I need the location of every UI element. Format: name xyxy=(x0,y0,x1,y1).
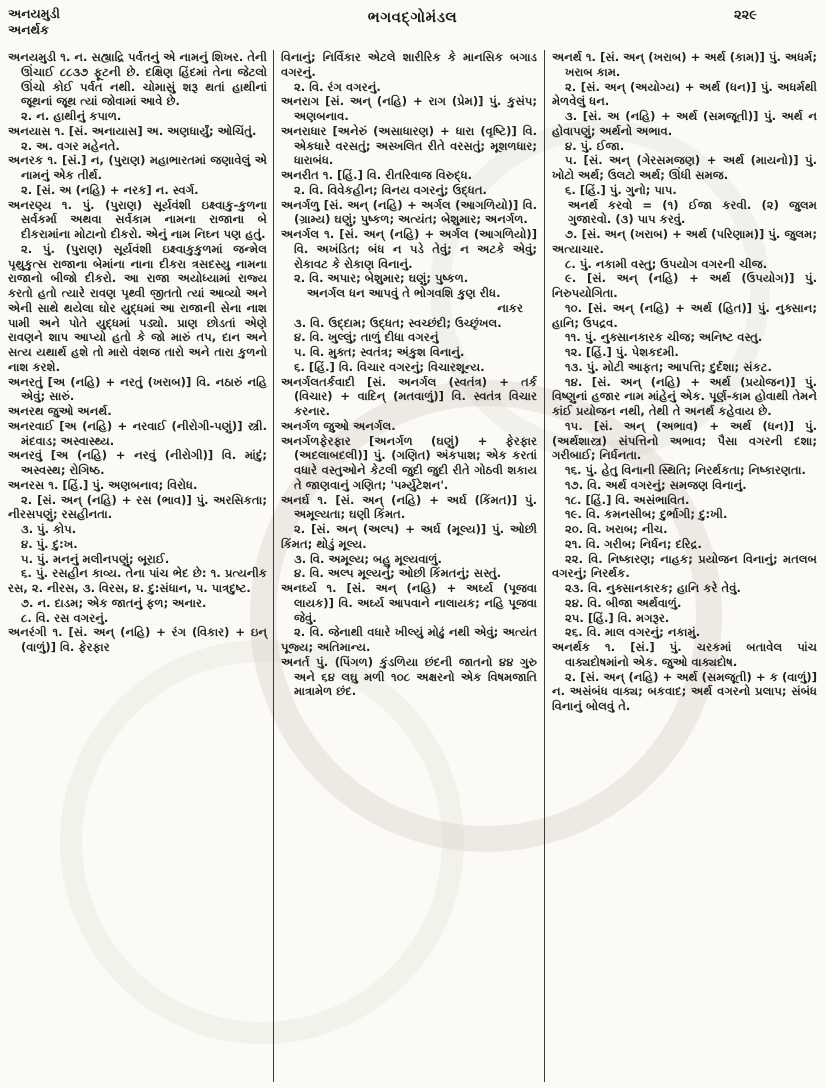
dictionary-line: ૬. [હિં.] વિ. વિચાર વગરનું; વિચારશૂન્ય. xyxy=(294,359,485,374)
dictionary-entry: અનર્ત પું. (પિંગળ) કુંડળિયા છંદની જાતનો ૪૪ ગુરુ અને ૬૪ લઘુ મળી ૧૦૮ અક્ષરનો એક વિષમજાતિ માત્રામેળ છંદ. xyxy=(281,654,537,699)
dictionary-line: ૨૩. વિ. નુક્સાનકારક; હાનિ કરે તેવું. xyxy=(565,581,741,595)
dictionary-entry: અનર્ગળુ [સં. અન્ (નહિ) + અર્ગલ (આગળિયો)] વિ. (ગ્રામ્ય) ઘણું; પુષ્કળ; અત્યંત; બેશુમાર; અનર્ગળ. xyxy=(281,197,537,227)
dictionary-entry: અનર્થ ૧. [સં. અન્ (ખરાબ) + અર્થ (કામ)] પું. અધર્મ; ખરાબ કામ. xyxy=(552,50,817,79)
dictionary-entry: અનર્ઘ્ય ૧. [સં. અન્ (નહિ) + અર્ઘ્ય (પૂજવા લાયક)] વિ. અર્ઘ્ય આપવાને નાલાયક; નહિ પૂજવા જેવું. xyxy=(281,581,537,625)
dictionary-entry: અનરાગ [સં. અન્ (નહિ) + રાગ (પ્રેમ)] પું. કુસંપ; અણબનાવ. xyxy=(281,94,537,123)
dictionary-line: ૧૭. વિ. અર્થ વગરનું; સમજણ વિનાનું. xyxy=(565,477,747,492)
quote-attribution: નાકર xyxy=(497,300,523,315)
dictionary-line: ૪. વિ. અલ્પ મૂલ્યનું; ઓછી કિંમતનું; સસ્તું. xyxy=(294,566,502,581)
dictionary-line: ૩. [સં. અ (નહિ) + અર્થ (સમજૂતી)] પું. અર્થ ન હોવાપણું; અર્થનો અભાવ. xyxy=(552,109,817,138)
dictionary-line: ૨. [સં. અન્ (અયોગ્ય) + અર્થ (ધન)] પું. અધર્મથી મેળવેલું ધન. xyxy=(552,79,817,109)
dictionary-line: ૨૧. વિ. ગરીબ; નિર્ધન; દરિદ્ર. xyxy=(565,536,702,551)
dictionary-line: ૧૧. પું. નુક્સાનકારક ચીજ; અનિષ્ટ વસ્તુ. xyxy=(565,330,763,345)
column-middle xyxy=(273,50,545,1082)
dictionary-line: ૨૦. વિ. ખરાબ; નીચ. xyxy=(565,522,668,536)
dictionary-line: ૯. [સં. અન્ (નહિ) + અર્થ (ઉપયોગ)] પું. નિરુપયોગિતા. xyxy=(552,271,817,300)
dictionary-line: ૧૦. [સં. અન્ (નહિ) + અર્થ (હિત)] પું. નુક્સાન; હાનિ; ઉપદ્રવ. xyxy=(552,300,817,330)
dictionary-entry: અનરંગી ૧. [સં. અન્ (નહિ) + રંગ (વિકાર) + ઇન્ (વાળું)] વિ. ફેરફાર xyxy=(8,625,267,654)
dictionary-line: ૧૩. પું. મોટી આફત; આપત્તિ; દુર્દશા; સંકટ. xyxy=(565,359,772,374)
dictionary-line: ૫. પું. મનનું મલીનપણું; બૂરાઈ. xyxy=(21,551,170,566)
dictionary-line: ૨. વિ. રંગ વગરનું. xyxy=(294,79,381,94)
dictionary-line: ૪. પું. ઈજા. xyxy=(565,138,625,153)
dictionary-entry: અનરણ્ય ૧. પું. (પુરાણ) સૂર્યવંશી ઇક્ષ્વાકુ-કુળના સર્વકર્મા અથવા સર્વકામ નામના રાજાના બે દીકરામાંના મોટાનો દીકરો. એનું નામ નિઘ્ન પણ હતું. xyxy=(8,197,267,241)
dictionary-line: ૧૯. વિ. કમનસીબ; દુર્ભાગી; દુ:ખી. xyxy=(565,507,728,522)
column-left xyxy=(8,50,273,1082)
dictionary-line: ૧૪. [સં. અન્ (નહિ) + અર્થ (પ્રયોજન)] પું. વિષ્ણુનાં હજાર નામ માંહેનું એક. પૂર્ણ-કામ હોવાથી તેમને કાંઈ પ્રયોજન નથી, તેથી તે અનર્થ કહેવાય છે. xyxy=(552,374,817,418)
dictionary-line: ૩. વિ. ઉદ્દામ; ઉદ્ધત; સ્વચ્છંદી; ઉચ્છૃંખલ. xyxy=(294,315,502,330)
dictionary-line: ૧૬. પું. હેતુ વિનાની સ્થિતિ; નિરર્થકતા; નિષ્કારણતા. xyxy=(565,463,806,477)
dictionary-line: ૨. [સં. અન્ (અલ્પ) + અર્ઘ (મૂલ્ય)] પું. ઓછી કિંમત; થોડું મૂલ્ય. xyxy=(281,522,537,551)
column-right xyxy=(545,50,817,1082)
dictionary-entry: અનરવું [અ (નહિ) + નરવું (નીરોગી)] વિ. માંદું; અસ્વસ્થ; રોગિષ્ઠ. xyxy=(8,448,267,477)
dictionary-entry: અનર્ગળ જુઓ અનર્ગલ. xyxy=(281,418,396,433)
book-title: ભગવદ્ગોમંડલ xyxy=(367,8,458,26)
dictionary-line: ૨. વિ. અપાર; બેશુમાર; ઘણું; પુષ્કળ. xyxy=(294,271,469,286)
dictionary-line: ૨. વિ. જેનાથી વધારે ખીલ્યું મોઢું નથી એવું; અત્યંત પૂજ્ય; અતિમાન્ય. xyxy=(281,625,537,654)
dictionary-line: ૫. વિ. મુક્ત; સ્વતંત્ર; અંકુશ વિનાનું. xyxy=(294,345,465,359)
dictionary-line: ૨૫. [હિં.] વિ. મગરૂર. xyxy=(565,610,670,625)
running-head-first-entry: અનયમુડી xyxy=(8,6,61,21)
dictionary-line: ૨. વિ. વિવેકહીન; વિનય વગરનું; ઉદ્ધત. xyxy=(294,182,487,197)
dictionary-entry: અનરતું [અ (નહિ) + નરતું (ખરાબ)] વિ. નઠારું નહિ એવું; સારું. xyxy=(8,374,267,404)
dictionary-line: ૧૫. [સં. અન્ (અભાવ) + અર્થ (ધન)] પું. (અર્થશાસ્ત્ર) સંપત્તિનો અભાવ; પૈસા વગરની દશા; ગરીબાઈ; નિર્ધનતા. xyxy=(552,418,817,463)
page-number: ૨૨૯ xyxy=(734,8,757,23)
dictionary-line: ૨૪. વિ. બીજા અર્થવાળું. xyxy=(565,595,682,610)
dictionary-line: ૨. ન. હાથીનું કપાળ. xyxy=(21,109,122,123)
dictionary-entry: અનર્ગલ ૧. [સં. અન્ (નહિ) + અર્ગલ (આગળિયો)] વિ. અખંડિત; બંધ ન પડે તેવું; ન અટકે એવું; રોકાવટ કે રોકાણ વિનાનું. xyxy=(281,227,537,271)
dictionary-line: ૨. [સં. અન્ (નહિ) + રસ (ભાવ)] પું. અરસિકતા; નીરસપણું; રસહીનતા. xyxy=(8,492,267,522)
dictionary-line: ૨૬. વિ. માલ વગરનું; નકામું. xyxy=(565,625,701,640)
text-columns xyxy=(8,50,817,1082)
dictionary-line: ૪. પું. દુ:ખ. xyxy=(21,536,78,551)
dictionary-entry: અનર્ગલતર્કવાદી [સં. અનર્ગલ (સ્વતંત્ર) + તર્ક (વિચાર) + વાદિન્ (મતવાળું)] વિ. સ્વતંત્ર વિચાર કરનાર. xyxy=(281,374,537,418)
dictionary-line: ૭. ન. દાડમ; એક જાતનું ફળ; અનાર. xyxy=(21,595,207,610)
dictionary-line: ૭. [સં. અન્ (ખરાબ) + અર્થ (પરિણામ)] પું. જુલમ; અત્યાચાર. xyxy=(552,227,817,256)
dictionary-line: અનર્થ કરવો = (૧) ઈજા કરવી. (૨) જુલમ ગુજારવો. (૩) પાપ કરવું. xyxy=(568,197,817,227)
dictionary-line: ૮. વિ. રસ વગરનું. xyxy=(21,610,109,625)
dictionary-line: ૨. [સં. અ (નહિ) + નરક] ન. સ્વર્ગ. xyxy=(21,182,199,197)
dictionary-entry: અનરીત ૧. [હિં.] વિ. રીતરિવાજ વિરુદ્ધ. xyxy=(281,168,473,182)
dictionary-line: ૧૮. [હિં.] વિ. અસંભાવિત. xyxy=(565,492,690,507)
dictionary-entry: અનરવાઈ [અ (નહિ) + નરવાઈ (નીરોગી-પણું)] સ્ત્રી. મંદવાડ; અસ્વાસ્થ્ય. xyxy=(8,418,267,448)
dictionary-entry: અનરસ ૧. [હિં.] પું. અણબનાવ; વિરોધ. xyxy=(8,477,198,492)
dictionary-line: ૩. વિ. અમૂલ્ય; બહુ મૂલ્યવાળું. xyxy=(294,551,442,566)
citation-quote: અનર્ગલ ધન આપવું તે ભોગવશિ કુણ રીધ. xyxy=(307,286,501,300)
dictionary-line: ૨૨. વિ. નિષ્કારણ; નાહક; પ્રયોજન વિનાનું; મતલબ વગરનું; નિરર્થક. xyxy=(552,551,817,581)
dictionary-entry: અનર્થક ૧. [સં.] પું. ચરકમાં બતાવેલ પાંચ વાક્યદોષમાંનો એક. જુઓ વાક્યદોષ. xyxy=(552,640,817,669)
dictionary-entry: અનરથ જુઓ અનર્થ. xyxy=(8,404,112,418)
running-head-last-entry: અનર્થક xyxy=(8,22,49,37)
dictionary-line: ૬. પું. રસહીન કાવ્ય. તેના પાંચ ભેદ છે: ૧. પ્રત્યનીક રસ, ૨. નીરસ, ૩. વિરસ, ૪. દુ:સંધાન, ૫. પાત્રદુષ્ટ. xyxy=(8,566,267,595)
dictionary-line: ૨. પું. (પુરાણ) સૂર્યવંશી ઇક્ષ્વાકુકુળમાં જન્મેલ પૃથુકુત્સ રાજાના બેમાંના નાના દીકરા ત્રસદસ્યુ નામના રાજાનો બીજો દીકરો. આ રાજા અયોધ્યામાં રાજ્ય કરતો હતો ત્યારે રાવણ પૃથ્વી જીતતો ત્યાં આવ્યો અને એની સાથે થયેલા ઘોર યુદ્ધમાં આ રાજાની સેના નાશ પામી અને પોતે યુદ્ધમાં પડ્યો. પ્રાણ છોડતાં એણે રાવણને શાપ આપ્યો હતો કે જો મારું તપ, દાન અને સત્ય યથાર્થ હશે તો મારો વંશજ તારો અને તારા કુળનો નાશ કરશે. xyxy=(8,241,267,374)
dictionary-entry: અનરક ૧. [સં.] ન, (પુરાણ) મહાભારતમાં જણાવેલું એ નામનું એક તીર્થ. xyxy=(8,153,267,182)
dictionary-line: ૧૨. [હિં.] પું. પેશકદમી. xyxy=(565,345,679,359)
dictionary-line: ૨. અ. વગર મહેનતે. xyxy=(21,138,120,153)
dictionary-entry: અનર્ગળફેરફાર [અનર્ગળ (ઘણું) + ફેરફાર (અદલાબદલી)] પું. (ગણિત) અંકપાશ; એક કરતાં વધારે વસ્તુઓને કેટલી જુદી જુદી રીતે ગોઠવી શકાય તે જાણવાનું ગણિત; 'પર્મ્યુટેશન'. xyxy=(281,433,537,492)
dictionary-line: ૪. વિ. ખુલ્લું; તાળું દીધા વગરનું xyxy=(294,330,439,345)
dictionary-line: ૨. [સં. અન્ (નહિ) + અર્થ (સમજૂતી) + ક (વાળું)] ન. અસંબંધ વાક્ય; બકવાદ; અર્થ વગરનો પ્રલાપ; સંબંધ વિનાનું બોલવું તે. xyxy=(552,669,817,713)
dictionary-entry: અનરાધાર [અનેરું (અસાધારણ) + ધારા (વૃષ્ટિ)] વિ. એકધારે વરસતું; અસ્ખલિત રીતે વરસતું; મૂશળધાર; ધારાબંધ. xyxy=(281,123,537,168)
dictionary-line: ૬. [હિં.] પું. ગુનો; પાપ. xyxy=(565,182,677,197)
dictionary-line: વિનાનું; નિર્વિકાર એટલે શારીરિક કે માનસિક બગાડ વગરનું. xyxy=(281,50,537,79)
dictionary-entry: અનયમુડી ૧. ન. સહ્યાદ્રિ પર્વતનું એ નામનું શિખર. તેની ઊંચાઈ ૮૮૩૭ ફૂટની છે. દક્ષિણ હિંદમાં તેના જેટલો ઊંચો કોઈ પર્વત નથી. ચોમાસું શરૂ થતાં હાથીનાં જૂથનાં જૂથ ત્યાં જોવામાં આવે છે. xyxy=(8,50,267,109)
page-header xyxy=(8,6,817,50)
dictionary-line: ૩. પું. કોપ. xyxy=(21,522,77,536)
dictionary-entry: અનર્ઘ ૧. [સં. અન્ (નહિ) + અર્ઘ (કિંમત)] પું. અમૂલ્યતા; ઘણી કિંમત. xyxy=(281,492,537,522)
dictionary-line: ૮. પું. નકામી વસ્તુ; ઉપયોગ વગરની ચીજ. xyxy=(565,256,768,271)
dictionary-line: ૫. [સં. અન્ (ગેરસમજણ) + અર્થ (માયનો)] પું. ખોટો અર્થ; ઉલટો અર્થ; ઊંધી સમજ. xyxy=(552,153,817,182)
dictionary-entry: અનયાસ ૧. [સં. અનાયાસ] અ. અણધાર્યું; ઓચિંતું. xyxy=(8,123,257,138)
